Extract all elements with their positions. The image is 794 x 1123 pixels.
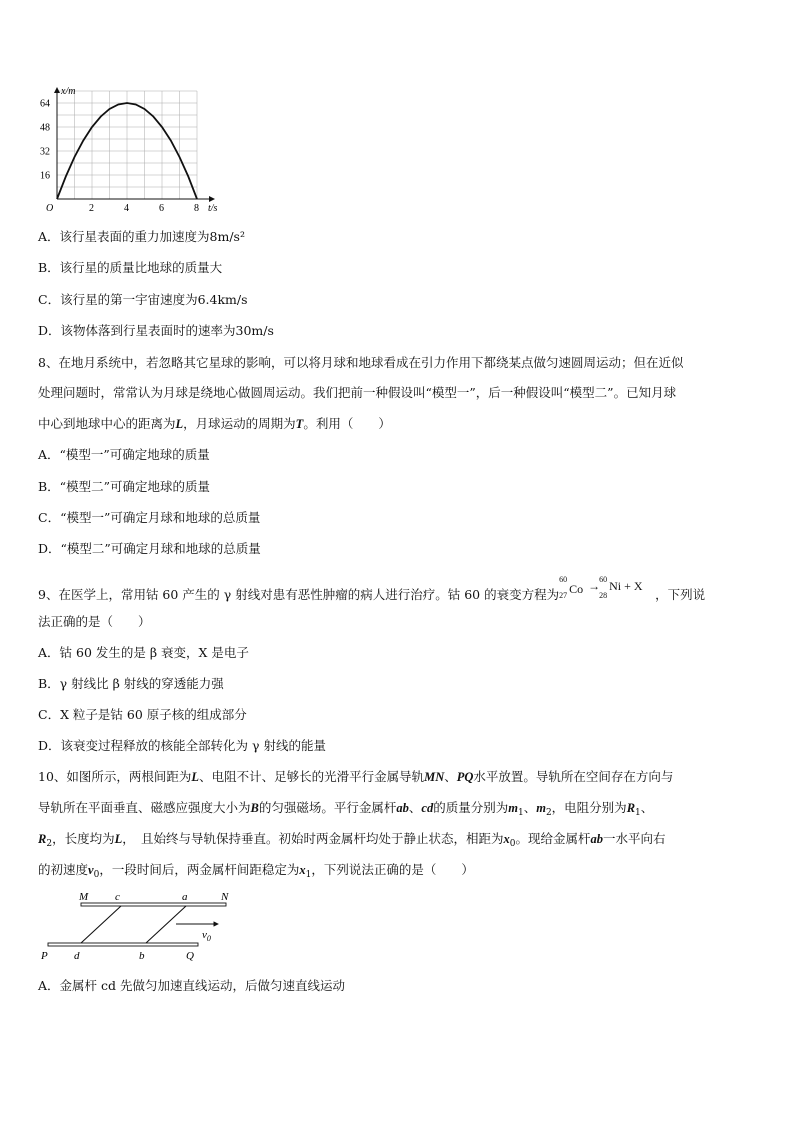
x-tick-label: 6	[159, 203, 164, 214]
q8-option-c: C．“模型一”可确定月球和地球的总质量	[38, 510, 261, 525]
rod-ab	[146, 906, 186, 943]
y-tick-label: 64	[40, 98, 50, 110]
label-m: M	[79, 891, 89, 903]
q10-option-a: A．金属杆 cd 先做匀加速直线运动，后做匀速直线运动	[38, 978, 345, 993]
q10-line-2: 导轨所在平面垂直、磁感应强度大小为B的匀强磁场。平行金属杆ab、cd的质量分别为$m_1$、$m_2$，电阻分别为$R_1$、	[38, 800, 654, 818]
q7-option-c: C．该行星的第一宇宙速度为6.4km/s	[38, 292, 248, 307]
q8-option-d: D．“模型二”可确定月球和地球的总质量	[38, 541, 261, 556]
x-tick-label: 2	[89, 203, 94, 214]
label-d: d	[74, 950, 80, 962]
q9-line-2: 法正确的是（ ）	[38, 614, 151, 629]
y-tick-label: 16	[40, 170, 50, 182]
q8-line-1: 8、在地月系统中，若忽略其它星球的影响，可以将月球和地球看成在引力作用下都绕某点做匀速圆周运动；但在近似	[38, 355, 684, 370]
y-tick-label: 48	[40, 122, 50, 134]
q10-line-1: 10、如图所示，两根间距为L、电阻不计、足够长的光滑平行金属导轨MN、PQ水平放置。导轨所在空间存在方向与	[38, 769, 674, 784]
rod-cd	[81, 906, 121, 943]
q9-option-b: B．γ 射线比 β 射线的穿透能力强	[38, 676, 224, 691]
q9-line-1: 9、在医学上，常用钴 60 产生的 γ 射线对患有恶性肿瘤的病人进行治疗。钴 60 的衰变方程为 60 27 Co → 60 28 Ni + X ，下列说	[38, 575, 706, 602]
q8-line-2: 处理问题时，常常认为月球是绕地心做圆周运动。我们把前一种假设叫“模型一”，后一种假设叫“模型二”。已知月球	[38, 385, 677, 400]
q9-option-c: C．X 粒子是钴 60 原子核的组成部分	[38, 707, 247, 722]
q7-option-d: D．该物体落到行星表面时的速率为30m/s	[38, 323, 274, 338]
q10-line-4: 的初速度$v_0$，一段时间后，两金属杆间距稳定为$x_1$，下列说法正确的是（ ）	[38, 862, 474, 880]
label-b: b	[139, 950, 145, 962]
x-tick-label: 4	[124, 203, 129, 214]
q8-option-b: B．“模型二”可确定地球的质量	[38, 479, 210, 494]
q8-line-3: 中心到地球中心的距离为L，月球运动的周期为T。利用（ ）	[38, 416, 391, 431]
label-n: N	[221, 891, 229, 903]
origin-label: O	[46, 203, 54, 214]
rail-pq	[48, 943, 198, 946]
rail-figure	[38, 888, 238, 963]
q8-option-a: A．“模型一”可确定地球的质量	[38, 447, 210, 462]
q7-option-b: B．该行星的质量比地球的质量大	[38, 260, 223, 275]
q9-option-a: A．钴 60 发生的是 β 衰变，X 是电子	[38, 645, 249, 660]
x-axis-label: t/s	[208, 203, 218, 214]
label-q: Q	[186, 950, 194, 962]
xt-graph	[38, 82, 238, 217]
y-tick-label: 32	[40, 146, 50, 158]
rail-mn	[81, 903, 226, 906]
y-axis-label: x/m	[61, 86, 76, 97]
decay-equation: 60 27 Co → 60 28 Ni + X	[559, 575, 643, 600]
q9-option-d: D．该衰变过程释放的核能全部转化为 γ 射线的能量	[38, 738, 326, 753]
q10-line-3: $R_2$，长度均为L， 且始终与导轨保持垂直。初始时两金属杆均处于静止状态，相距为$x_0$。现给金属杆ab一水平向右	[38, 831, 666, 849]
q7-option-a: A．该行星表面的重力加速度为8m/s²	[38, 229, 245, 244]
label-a: a	[182, 891, 188, 903]
graph-grid	[57, 91, 197, 199]
label-c: c	[115, 891, 120, 903]
x-tick-label: 8	[194, 203, 199, 214]
label-v: $v_0$	[202, 929, 211, 943]
label-p: P	[41, 950, 48, 962]
